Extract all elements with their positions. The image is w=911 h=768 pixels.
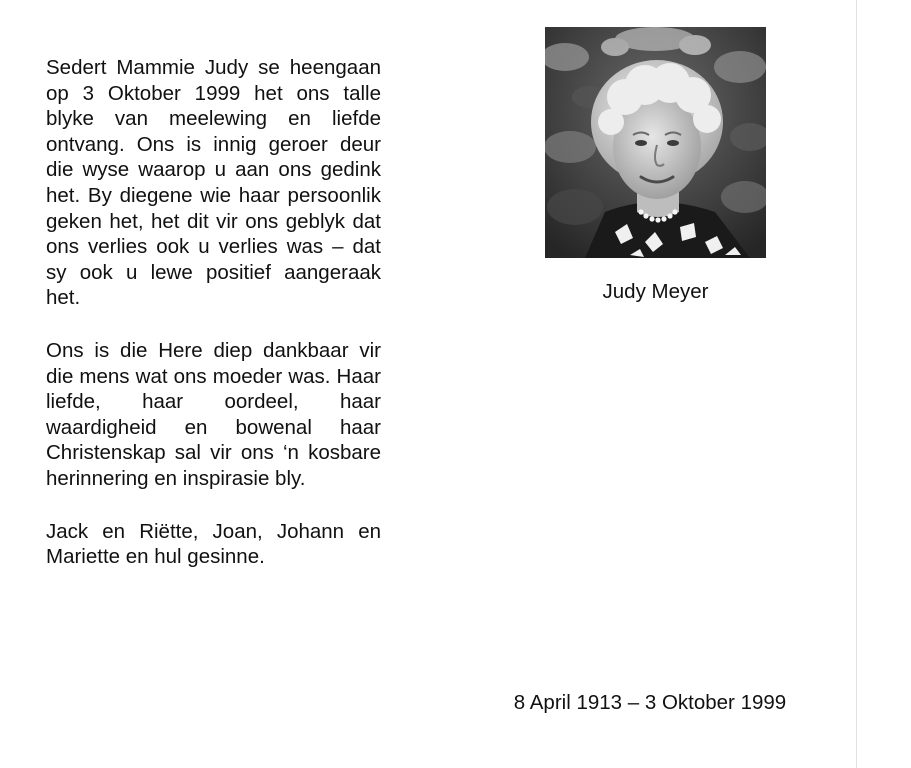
- thank-you-letter: [46, 55, 381, 570]
- life-dates: 8 April 1913 – 3 Oktober 1999: [513, 691, 787, 714]
- letter-paragraph-2: Ons is die Here diep dankbaar vir die mens wat ons moeder was. Haar liefde, haar oordeel, haar waardigheid en bowenal haar Christenskap sal vir ons ‘n kosbare herinnering en inspirasie bly.: [46, 338, 381, 490]
- letter-signature: Jack en Riëtte, Joan, Johann en Mariette en hul gesinne.: [46, 519, 381, 569]
- deceased-name: Judy Meyer: [602, 280, 709, 303]
- letter-paragraph-1: Sedert Mammie Judy se heengaan op 3 Oktober 1999 het ons talle blyke van meelewing en liefde ontvang. Ons is innig geroer deur die wyse waarop u aan ons gedink het. By diegene wie haar persoonlik geken het, het dit vir ons geblyk dat ons verlies ook u verlies was – dat sy ook u lewe positief aangeraak het.: [46, 56, 381, 310]
- portrait-photo: [545, 27, 766, 258]
- portrait-illustration: [545, 27, 766, 258]
- page-edge-line: [856, 0, 857, 768]
